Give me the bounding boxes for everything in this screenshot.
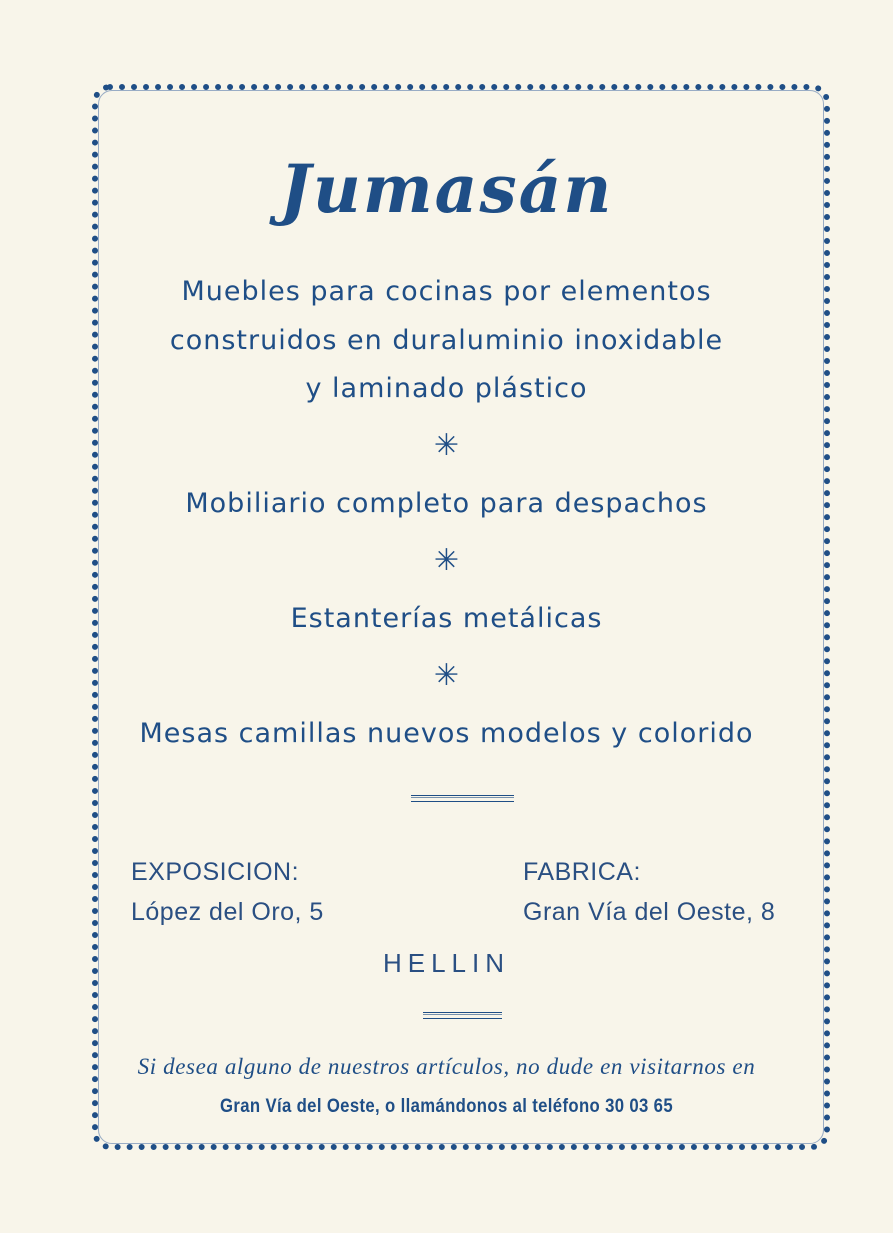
product-line-5: Estanterías metálicas (290, 603, 603, 634)
city-name: HELLIN (382, 948, 511, 978)
asterisk-separator-icon: ✳ (433, 658, 460, 693)
footer-contact-text: Gran Vía del Oeste, o llamándonos al teléfono 30 03 65 (220, 1096, 673, 1117)
exposicion-address: López del Oro, 5 (131, 898, 324, 926)
asterisk-separator-icon: ✳ (433, 428, 460, 463)
footer-invitation-text: Si desea alguno de nuestros artículos, no dude en visitarnos en (137, 1054, 756, 1079)
product-line-6: Mesas camillas nuevos modelos y colorido (139, 718, 754, 749)
product-line-3: y laminado plástico (305, 373, 588, 404)
brand-logo-title: Jumasán (279, 150, 614, 228)
divider-rule-small (423, 1012, 502, 1019)
fabrica-label: FABRICA: (523, 858, 641, 886)
fabrica-address: Gran Vía del Oeste, 8 (523, 898, 776, 926)
product-line-4: Mobiliario completo para despachos (185, 488, 708, 519)
asterisk-separator-icon: ✳ (433, 543, 460, 578)
exposicion-label: EXPOSICION: (131, 858, 300, 886)
product-line-2: construidos en duraluminio inoxidable (169, 325, 724, 356)
product-line-1: Muebles para cocinas por elementos (181, 276, 712, 307)
divider-rule (411, 795, 514, 802)
